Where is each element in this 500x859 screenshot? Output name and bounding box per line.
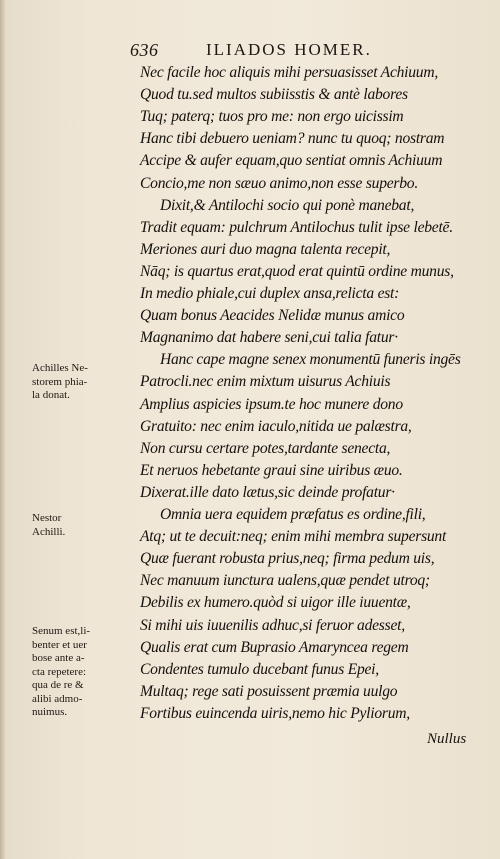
verse-line: Non cursu certare potes,tardante senecta, xyxy=(140,439,391,457)
margin-note-line: Achilli. xyxy=(32,525,66,538)
verse-line: Concio,me non sæuo animo,non esse superbo. xyxy=(140,174,418,192)
verse-line: Quam bonus Aeacides Nelidæ munus amico xyxy=(140,307,405,325)
margin-note-line: Achilles Ne- xyxy=(32,362,88,374)
verse-line: Debilis ex humero.quòd si uigor ille iuuentæ, xyxy=(140,594,411,612)
verse-line: Qualis erat cum Buprasio Amaryncea regem xyxy=(140,638,409,656)
verse-line: Amplius aspicies ipsum.te hoc munere dono xyxy=(140,395,403,413)
margin-note-line: storem phia- xyxy=(32,375,88,388)
margin-note-line: alibi admo- xyxy=(32,692,83,705)
verse-line: Accipe & aufer equam,quo sentiat omnis Achiuum xyxy=(140,152,443,170)
verse-line: Multaq; rege sati posuissent præmia uulgo xyxy=(140,682,398,700)
verse-line: Gratuito: nec enim iaculo,nitida ue palæstra, xyxy=(140,417,412,435)
verse-line: Meriones auri duo magna talenta recepit, xyxy=(140,240,391,258)
verse-line: Dixit,& Antilochi socio qui ponè manebat, xyxy=(160,196,415,214)
verse-line: Si mihi uis iuuenilis adhuc,si feruor adesset, xyxy=(140,616,405,634)
margin-note-nestor xyxy=(32,512,136,539)
margin-note-line: cta repetere: xyxy=(32,665,87,678)
verse-line: Magnanimo dat habere seni,cui talia fatur· xyxy=(140,329,398,347)
verse-line: Tradit equam: pulchrum Antilochus tulit ipse lebetē. xyxy=(140,218,453,236)
verse-line: Patrocli.nec enim mixtum uisurus Achiuis xyxy=(140,373,391,391)
verse-line: Condentes tumulo ducebant funus Epei, xyxy=(140,660,379,678)
margin-note-senum xyxy=(32,625,136,720)
verse-line: Atq; ut te decuit:neq; enim mihi membra supersunt xyxy=(140,528,447,546)
margin-note-line: nuimus. xyxy=(32,706,68,718)
verse-line: Et neruos hebetante graui sine uiribus æuo. xyxy=(140,461,403,479)
catchword: Nullus xyxy=(427,731,467,747)
page-number: 636 xyxy=(130,40,159,60)
verse-line: Dixerat.ille dato lætus,sic deinde profatur· xyxy=(140,483,395,501)
verse-line: Quod tu.sed multos subiisstis & antè labores xyxy=(140,86,408,104)
margin-note-line: bose ante a- xyxy=(32,652,85,664)
verse-line: Omnia uera equidem præfatus es ordine,fili, xyxy=(160,506,426,523)
margin-note-line: qua de re & xyxy=(32,679,84,691)
verse-line: Fortibus euincenda uiris,nemo hic Pyliorum, xyxy=(140,704,410,722)
margin-note-line: Nestor xyxy=(32,512,62,524)
margin-note-achilles xyxy=(32,362,136,403)
verse-line: Nāq; is quartus erat,quod erat quintū ordine munus, xyxy=(140,262,454,280)
margin-note-line: benter et uer xyxy=(32,638,87,651)
verse-line: Hanc cape magne senex monumentū funeris ingēs xyxy=(160,351,461,369)
page-header xyxy=(130,38,470,62)
page-edge-shadow xyxy=(0,0,6,859)
verse-line: Nec manuum iunctura ualens,quæ pendet utroq; xyxy=(140,572,430,590)
verse-line: In medio phiale,cui duplex ansa,relicta est: xyxy=(140,285,400,302)
margin-note-line: la donat. xyxy=(32,389,70,401)
verse-line: Hanc tibi debuero ueniam? nunc tu quoq; nostram xyxy=(140,130,445,148)
verse-line: Nec facile hoc aliquis mihi persuasisset Achiuum, xyxy=(140,64,439,81)
verse-line: Tuq; paterq; tuos pro me: non ergo uicissim xyxy=(140,108,404,126)
margin-note-line: Senum est,li- xyxy=(32,625,91,637)
running-title: ILIADOS HOMER. xyxy=(206,40,372,59)
verse-line: Quæ fuerant robusta prius,neq; firma pedum uis, xyxy=(140,550,435,568)
